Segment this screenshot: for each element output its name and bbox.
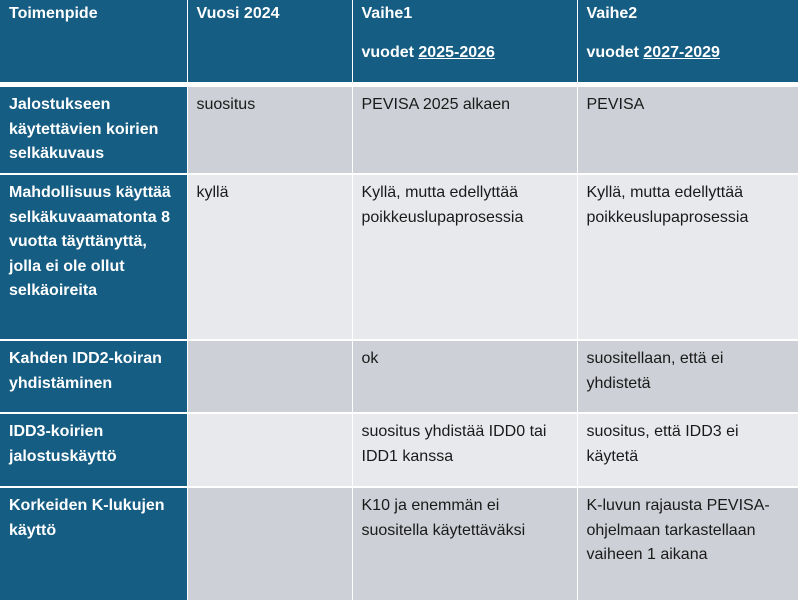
- table-row: [0, 174, 798, 340]
- header-phase2-title: Vaihe2: [586, 5, 638, 22]
- header-row: [0, 0, 798, 85]
- row-year-2024: suositus: [187, 85, 352, 175]
- table-row: [0, 413, 798, 487]
- header-phase2-years-line: [587, 41, 790, 66]
- row-measure: Jalostukseen käytettävien koirien selkäkuvaus: [0, 85, 187, 175]
- row-measure: Kahden IDD2-koiran yhdistäminen: [0, 340, 187, 413]
- header-phase2: [577, 0, 798, 85]
- row-phase1: PEVISA 2025 alkaen: [352, 85, 577, 175]
- header-measure: Toimenpide: [0, 0, 187, 85]
- table-row: [0, 85, 798, 175]
- row-measure: Korkeiden K-lukujen käyttö: [0, 487, 187, 600]
- row-phase2: suositellaan, että ei yhdistetä: [577, 340, 798, 413]
- table-row: [0, 340, 798, 413]
- row-year-2024: [187, 413, 352, 487]
- row-measure: Mahdollisuus käyttää selkäkuvaamatonta 8 vuotta täyttänyttä, jolla ei ole ollut selkäoireita: [0, 174, 187, 340]
- header-phase2-prefix: vuodet: [586, 43, 644, 61]
- row-phase1: suositus yhdistää IDD0 tai IDD1 kanssa: [352, 413, 577, 487]
- header-phase1-title: Vaihe1: [361, 5, 413, 22]
- header-phase1-years: 2025-2026: [418, 43, 495, 61]
- row-phase1: ok: [352, 340, 577, 413]
- table-body: [0, 85, 798, 601]
- row-year-2024: [187, 340, 352, 413]
- table-row: [0, 487, 798, 600]
- table-header: [0, 0, 798, 85]
- row-phase2: K-luvun rajausta PEVISA-ohjelmaan tarkastellaan vaiheen 1 aikana: [577, 487, 798, 600]
- row-phase2: Kyllä, mutta edellyttää poikkeuslupaprosessia: [577, 174, 798, 340]
- header-phase1-prefix: vuodet: [361, 43, 419, 61]
- row-year-2024: [187, 487, 352, 600]
- header-phase1: [352, 0, 577, 85]
- row-phase1: K10 ja enemmän ei suositella käytettäväksi: [352, 487, 577, 600]
- header-phase1-years-line: [362, 41, 568, 66]
- row-year-2024: kyllä: [187, 174, 352, 340]
- header-year-2024: Vuosi 2024: [187, 0, 352, 85]
- row-phase2: PEVISA: [577, 85, 798, 175]
- row-phase1: Kyllä, mutta edellyttää poikkeuslupaprosessia: [352, 174, 577, 340]
- row-phase2: suositus, että IDD3 ei käytetä: [577, 413, 798, 487]
- row-measure: IDD3-koirien jalostuskäyttö: [0, 413, 187, 487]
- header-phase2-years: 2027-2029: [643, 43, 720, 61]
